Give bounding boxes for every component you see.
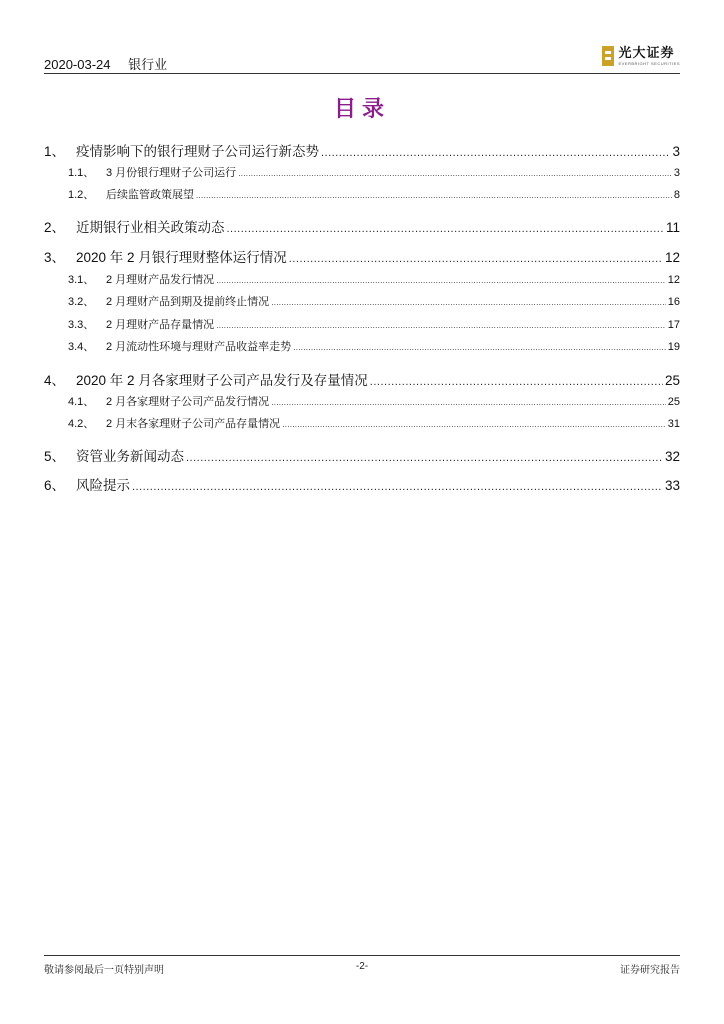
toc-entry-page: 19 bbox=[667, 341, 680, 353]
toc-entry-page: 3 bbox=[673, 167, 680, 179]
toc-entry-number: 4、 bbox=[44, 373, 66, 388]
toc-entry-number: 3、 bbox=[44, 250, 66, 265]
toc-leader-dots bbox=[238, 169, 672, 178]
toc-leader-dots bbox=[271, 298, 666, 307]
toc-entry-label: 疫情影响下的银行理财子公司运行新态势 bbox=[76, 144, 319, 159]
toc-entry[interactable] bbox=[44, 474, 680, 494]
toc-entry-label: 2020 年 2 月各家理财子公司产品发行及存量情况 bbox=[76, 373, 368, 388]
toc-leader-dots bbox=[271, 398, 666, 407]
company-logo bbox=[602, 46, 680, 67]
toc-entry[interactable] bbox=[44, 271, 680, 287]
toc-entry[interactable] bbox=[44, 293, 680, 309]
toc-entry-page: 12 bbox=[667, 274, 680, 286]
footer-divider bbox=[44, 955, 680, 956]
toc-entry-page: 31 bbox=[667, 418, 680, 430]
toc-entry[interactable] bbox=[44, 415, 680, 431]
toc-entry-page: 32 bbox=[664, 449, 680, 464]
toc-entry-number: 1、 bbox=[44, 144, 66, 159]
header-meta bbox=[44, 54, 181, 73]
disclaimer-note: 敬请参阅最后一页特别声明 bbox=[44, 965, 164, 976]
toc-entry-page: 33 bbox=[664, 478, 680, 493]
toc-entry-number: 4.2、 bbox=[68, 418, 95, 430]
toc-entry-page: 17 bbox=[667, 319, 680, 331]
toc-entry-label: 2 月流动性环境与理财产品收益率走势 bbox=[106, 341, 292, 353]
toc-entry-label: 后续监管政策展望 bbox=[106, 189, 194, 201]
toc-entry-label: 风险提示 bbox=[76, 478, 130, 493]
industry-label: 银行业 bbox=[128, 57, 168, 72]
toc-leader-dots bbox=[227, 223, 664, 235]
toc-entry-page: 25 bbox=[667, 396, 680, 408]
toc-entry-label: 2 月理财产品发行情况 bbox=[106, 274, 215, 286]
toc-entry[interactable] bbox=[44, 140, 680, 160]
toc-entry[interactable] bbox=[44, 369, 680, 389]
toc-leader-dots bbox=[370, 376, 663, 388]
header-divider bbox=[44, 73, 680, 74]
toc-entry-page: 3 bbox=[672, 144, 680, 159]
logo-name-cn: 光大证券 bbox=[618, 46, 675, 61]
toc-entry[interactable] bbox=[44, 445, 680, 465]
toc-entry-label: 2020 年 2 月银行理财整体运行情况 bbox=[76, 250, 287, 265]
report-type: 证券研究报告 bbox=[620, 965, 680, 976]
toc-leader-dots bbox=[321, 147, 670, 159]
toc-entry[interactable] bbox=[44, 246, 680, 266]
logo-name-en: EVERBRIGHT SECURITIES bbox=[618, 61, 680, 66]
toc-leader-dots bbox=[289, 253, 663, 265]
toc-entry-number: 3.4、 bbox=[68, 341, 95, 353]
toc-entry-page: 12 bbox=[664, 250, 680, 265]
toc-entry[interactable] bbox=[44, 393, 680, 409]
toc-leader-dots bbox=[186, 452, 663, 464]
toc-entry-number: 4.1、 bbox=[68, 396, 95, 408]
toc-entry-number: 3.1、 bbox=[68, 274, 95, 286]
toc-title: 目录 bbox=[333, 96, 390, 122]
toc-entry-page: 8 bbox=[673, 189, 680, 201]
toc-entry-label: 2 月各家理财子公司产品发行情况 bbox=[106, 396, 270, 408]
toc-leader-dots bbox=[282, 420, 666, 429]
toc-entry-label: 近期银行业相关政策动态 bbox=[76, 220, 225, 235]
toc-leader-dots bbox=[216, 321, 666, 330]
toc-leader-dots bbox=[216, 276, 666, 285]
toc-entry-number: 1.1、 bbox=[68, 167, 95, 179]
toc-entry[interactable] bbox=[44, 216, 680, 236]
toc-entry-number: 6、 bbox=[44, 478, 66, 493]
toc-entry-label: 2 月理财产品到期及提前终止情况 bbox=[106, 296, 270, 308]
toc-entry-label: 资管业务新闻动态 bbox=[76, 449, 184, 464]
toc-entry-label: 2 月理财产品存量情况 bbox=[106, 319, 215, 331]
toc-entry-number: 1.2、 bbox=[68, 189, 95, 201]
toc-entry[interactable] bbox=[44, 338, 680, 354]
toc-entry[interactable] bbox=[44, 164, 680, 180]
toc-leader-dots bbox=[132, 481, 663, 493]
toc-leader-dots bbox=[196, 191, 672, 200]
toc-entry-number: 5、 bbox=[44, 449, 66, 464]
logo-mark-icon bbox=[602, 46, 614, 66]
toc-leader-dots bbox=[293, 343, 666, 352]
toc-entry-number: 3.3、 bbox=[68, 319, 95, 331]
toc-entry[interactable] bbox=[44, 316, 680, 332]
toc-entry-number: 3.2、 bbox=[68, 296, 95, 308]
page-number: -2- bbox=[355, 961, 369, 972]
toc-entry-number: 2、 bbox=[44, 220, 66, 235]
toc-entry-page: 16 bbox=[667, 296, 680, 308]
toc-entry-page: 25 bbox=[664, 373, 680, 388]
toc-entry[interactable] bbox=[44, 186, 680, 202]
report-date: 2020-03-24 bbox=[44, 57, 111, 72]
toc-entry-page: 11 bbox=[665, 220, 680, 235]
toc-entry-label: 2 月末各家理财子公司产品存量情况 bbox=[106, 418, 281, 430]
toc-entry-label: 3 月份银行理财子公司运行 bbox=[106, 167, 237, 179]
